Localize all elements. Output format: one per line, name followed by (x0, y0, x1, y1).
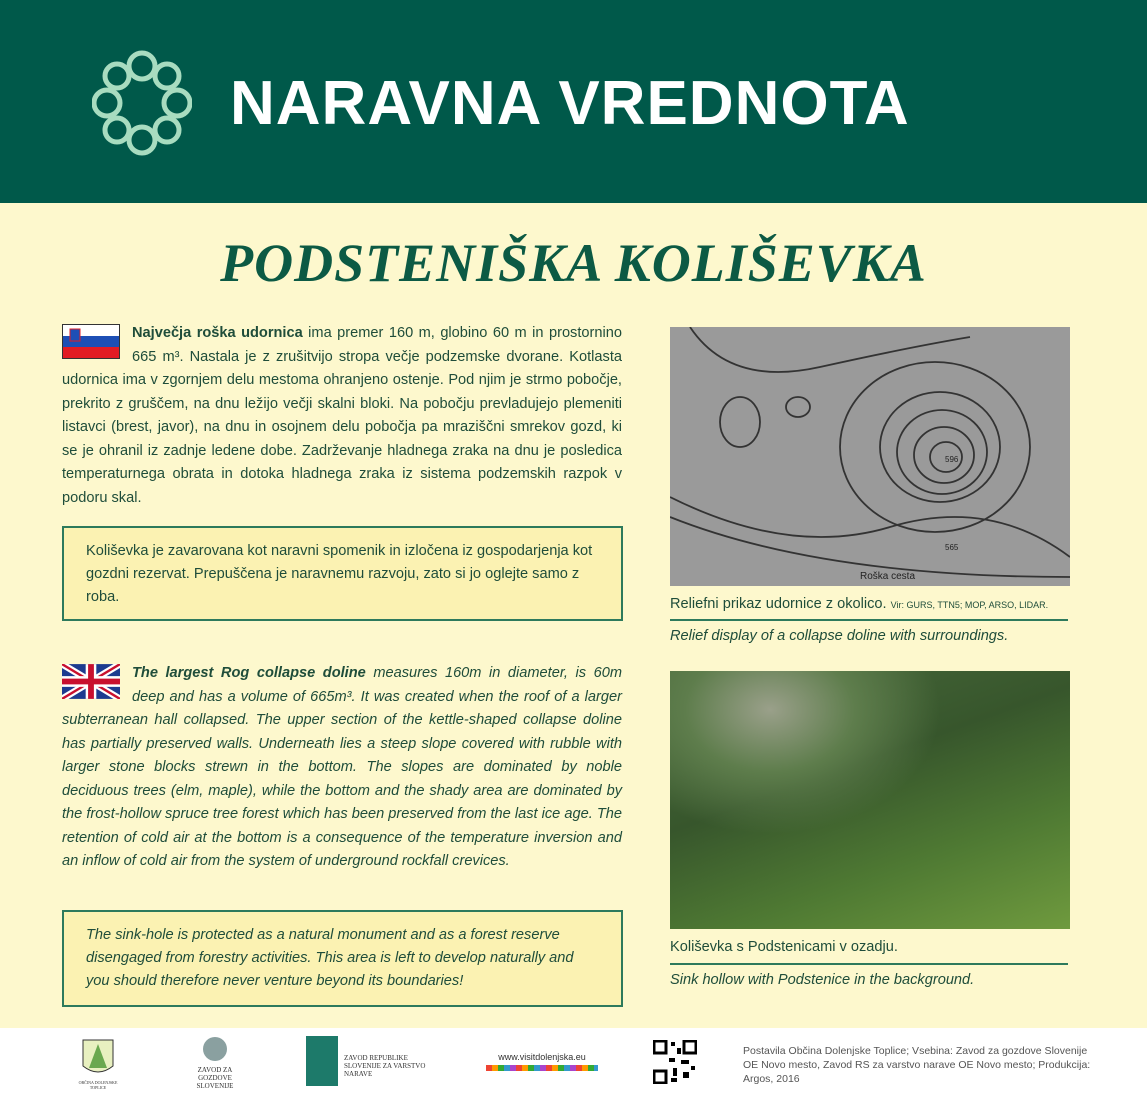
english-notice: The sink-hole is protected as a natural monument and as a forest reserve disengaged from forestry activities. This area is left to develop naturally and you should therefore never venture beyond its boundaries! (62, 910, 623, 1007)
english-lead: The largest Rog collapse doline (132, 665, 366, 681)
slovene-text (62, 322, 622, 510)
divider (670, 619, 1068, 621)
credits: Postavila Občina Dolenjske Toplice; Vsebina: Zavod za gozdove Slovenije OE Novo mesto, Zavod RS za varstvo narave OE Novo mesto; Produkcija: Argos, 2016 (743, 1045, 1091, 1085)
forest-photo (670, 671, 1070, 929)
map-label-565: 565 (945, 543, 959, 552)
page-title: PODSTENIŠKA KOLIŠEVKA (220, 233, 927, 293)
map-caption-sl: Reliefni prikaz udornice z okolico. (670, 596, 887, 612)
header-title: NARAVNA VREDNOTA (230, 69, 910, 138)
relief-map-image (670, 327, 1070, 586)
slovenia-flag-icon (62, 324, 120, 359)
visitdolenjska-link[interactable]: www.visitdolenjska.eu (486, 1052, 598, 1071)
footer (0, 1028, 1147, 1100)
slovene-notice: Koliševka je zavarovana kot naravni spomenik in izločena iz gospodarjenja kot gozdni rezervat. Prepuščena je naravnemu razvoju, zato si jo oglejte samo z roba. (62, 526, 623, 621)
zgs-logo: ZAVOD ZA GOZDOVE SLOVENIJE (165, 1036, 265, 1092)
slovene-lead: Največja roška udornica (132, 325, 303, 341)
english-text (62, 662, 622, 874)
zrsvn-logo: ZAVOD REPUBLIKE SLOVENIJE ZA VARSTVO NARAVE (306, 1036, 446, 1086)
header-banner (0, 0, 1147, 203)
photo-caption-en: Sink hollow with Podstenice in the background. (670, 972, 975, 988)
dolenjske-toplice-logo: OBČINA DOLENJSKE TOPLICE (70, 1038, 126, 1090)
map-label-road: Roška cesta (860, 571, 916, 582)
clover-knot-logo (92, 48, 192, 158)
map-source: Vir: GURS, TTN5; MOP, ARSO, LIDAR. (890, 600, 1049, 610)
photo-caption: Koliševka s Podstenicami v ozadju. (670, 939, 898, 955)
slovene-body: ima premer 160 m, globino 60 m in prostornino 665 m³. Nastala je z zrušitvijo stropa večje podzemske dvorane. Kotlasta udornica ima v zgornjem delu mestoma ohranjeno ostenje. Pod njim je strmo pobočje, prekrito z gruščem, na dnu ležijo večji skalni bloki. Na pobočju prevladujejo plemeniti listavci (brest, javor), na dnu in osojnem delu pobočja pa mraziščni smrekov gozd, ki se je ohranil iz zadnje ledene dobe. Zadrževanje hladnega zraka na dnu je posledica temperaturnega obrata in dotoka hladnega zraka iz sistema podzemskih razpok v podoru skal. (62, 325, 622, 506)
qr-code-icon (653, 1040, 697, 1084)
english-body: measures 160m in diameter, is 60m deep and has a volume of 665m³. It was created when the roof of a larger subterranean hall collapsed. The upper section of the kettle-shaped collapse doline has partially preserved walls. Underneath lies a steep slope covered with rubble with larger stone blocks strewn in the bottom. The slopes are dominated by noble deciduous trees (elm, maple), while the bottom and the shady area are dominated by the frost-hollow spruce tree forest which has been preserved from the last ice age. The retention of cold air at the bottom is a consequence of the temperature inversion and an inflow of cold air from the system of underground rockfall crevices. (62, 665, 622, 869)
uk-flag-icon (62, 664, 120, 699)
map-caption-en: Relief display of a collapse doline with surroundings. (670, 628, 1009, 644)
divider (670, 963, 1068, 965)
map-caption (670, 596, 1070, 612)
map-label-596: 596 (945, 455, 959, 464)
